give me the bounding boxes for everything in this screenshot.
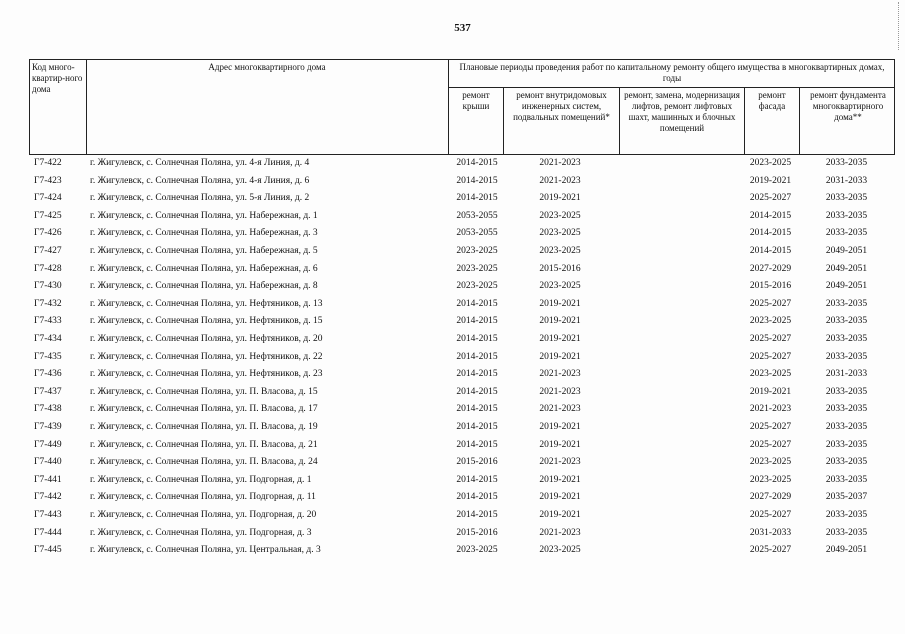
cell-roof: 2014-2015 <box>456 369 498 380</box>
cell-roof: 2014-2015 <box>456 474 498 485</box>
cell-facade: 2019-2021 <box>749 175 792 186</box>
cell-roof: 2014-2015 <box>456 334 498 344</box>
table-row <box>0 507 905 524</box>
cell-code: Г7-436 <box>34 369 62 380</box>
table-row <box>0 208 905 225</box>
cell-code: Г7-443 <box>34 510 62 520</box>
cell-systems: 2021-2023 <box>539 369 581 380</box>
cell-code: Г7-438 <box>34 404 62 415</box>
cell-code: Г7-425 <box>34 210 62 221</box>
cell-code: Г7-424 <box>34 193 62 204</box>
header-code: Код много-квартир-ного дома <box>32 62 83 94</box>
cell-roof: 2014-2015 <box>456 439 498 450</box>
cell-systems: 2021-2023 <box>539 404 581 415</box>
cell-address: г. Жигулевск, с. Солнечная Поляна, ул. Подгорная, д. 11 <box>90 492 316 503</box>
cell-systems: 2021-2023 <box>539 175 581 186</box>
cell-systems: 2023-2025 <box>539 228 581 239</box>
header-address: Адрес многоквартирного дома <box>208 62 326 72</box>
cell-facade: 2014-2015 <box>749 228 792 239</box>
page-number: 537 <box>454 22 471 34</box>
cell-address: г. Жигулевск, с. Солнечная Поляна, ул. 4-я Линия, д. 6 <box>90 175 310 186</box>
cell-foundation: 2033-2035 <box>825 474 868 485</box>
cell-foundation: 2033-2035 <box>825 316 868 327</box>
cell-systems: 2019-2021 <box>539 422 581 432</box>
cell-address: г. Жигулевск, с. Солнечная Поляна, ул. Набережная, д. 6 <box>90 263 318 274</box>
cell-foundation: 2031-2033 <box>825 369 868 380</box>
cell-address: г. Жигулевск, с. Солнечная Поляна, ул. Набережная, д. 5 <box>90 246 318 256</box>
table-row <box>0 243 905 260</box>
cell-systems: 2023-2025 <box>539 210 581 221</box>
cell-systems: 2015-2016 <box>539 263 581 274</box>
cell-code: Г7-422 <box>34 158 62 168</box>
cell-code: Г7-434 <box>34 334 62 344</box>
cell-address: г. Жигулевск, с. Солнечная Поляна, ул. Нефтяников, д. 15 <box>90 316 323 327</box>
cell-facade: 2014-2015 <box>749 246 792 256</box>
cell-systems: 2019-2021 <box>539 439 581 450</box>
table-row <box>0 437 905 454</box>
cell-facade: 2027-2029 <box>749 492 792 503</box>
cell-facade: 2027-2029 <box>749 263 792 274</box>
cell-foundation: 2033-2035 <box>825 193 868 204</box>
cell-address: г. Жигулевск, с. Солнечная Поляна, ул. Подгорная, д. 1 <box>90 474 312 485</box>
cell-address: г. Жигулевск, с. Солнечная Поляна, ул. П. Власова, д. 15 <box>90 386 318 397</box>
cell-address: г. Жигулевск, с. Солнечная Поляна, ул. П. Власова, д. 24 <box>90 457 318 468</box>
cell-roof: 2014-2015 <box>456 316 498 327</box>
table-row <box>0 366 905 383</box>
cell-address: г. Жигулевск, с. Солнечная Поляна, ул. Подгорная, д. 3 <box>90 527 312 538</box>
cell-facade: 2025-2027 <box>749 422 792 432</box>
cell-facade: 2023-2025 <box>749 474 792 485</box>
table-row <box>0 384 905 401</box>
cell-code: Г7-441 <box>34 474 62 485</box>
scan-artifact <box>888 2 899 50</box>
cell-foundation: 2033-2035 <box>825 334 868 344</box>
cell-systems: 2019-2021 <box>539 474 581 485</box>
cell-code: Г7-433 <box>34 316 62 327</box>
cell-foundation: 2049-2051 <box>825 281 868 292</box>
cell-systems: 2019-2021 <box>539 351 581 362</box>
cell-facade: 2025-2027 <box>749 334 792 344</box>
cell-foundation: 2033-2035 <box>825 210 868 221</box>
cell-facade: 2019-2021 <box>749 386 792 397</box>
cell-facade: 2023-2025 <box>749 316 792 327</box>
header-facade: ремонт фасада <box>758 90 786 111</box>
cell-systems: 2019-2021 <box>539 334 581 344</box>
cell-roof: 2023-2025 <box>456 246 498 256</box>
cell-systems: 2023-2025 <box>539 281 581 292</box>
cell-roof: 2015-2016 <box>456 527 498 538</box>
cell-systems: 2021-2023 <box>539 527 581 538</box>
cell-foundation: 2033-2035 <box>825 404 868 415</box>
cell-code: Г7-439 <box>34 422 62 432</box>
cell-foundation: 2033-2035 <box>825 386 868 397</box>
table-row <box>0 349 905 366</box>
cell-foundation: 2049-2051 <box>825 246 868 256</box>
cell-address: г. Жигулевск, с. Солнечная Поляна, ул. П. Власова, д. 21 <box>90 439 318 450</box>
cell-address: г. Жигулевск, с. Солнечная Поляна, ул. 5-я Линия, д. 2 <box>90 193 310 204</box>
table-row <box>0 419 905 436</box>
cell-roof: 2023-2025 <box>456 263 498 274</box>
cell-roof: 2023-2025 <box>456 545 498 556</box>
cell-systems: 2019-2021 <box>539 510 581 520</box>
cell-systems: 2019-2021 <box>539 193 581 204</box>
cell-facade: 2023-2025 <box>749 369 792 380</box>
table-row <box>0 261 905 278</box>
cell-roof: 2053-2055 <box>456 228 498 239</box>
cell-systems: 2021-2023 <box>539 457 581 468</box>
cell-roof: 2014-2015 <box>456 158 498 168</box>
cell-code: Г7-449 <box>34 439 62 450</box>
cell-foundation: 2031-2033 <box>825 175 868 186</box>
table-row <box>0 331 905 348</box>
cell-code: Г7-440 <box>34 457 62 468</box>
cell-roof: 2014-2015 <box>456 298 498 309</box>
cell-address: г. Жигулевск, с. Солнечная Поляна, ул. Набережная, д. 3 <box>90 228 318 239</box>
cell-code: Г7-444 <box>34 527 62 538</box>
cell-foundation: 2049-2051 <box>825 545 868 556</box>
cell-foundation: 2033-2035 <box>825 510 868 520</box>
cell-roof: 2014-2015 <box>456 386 498 397</box>
cell-facade: 2014-2015 <box>749 210 792 221</box>
cell-roof: 2014-2015 <box>456 422 498 432</box>
cell-address: г. Жигулевск, с. Солнечная Поляна, ул. Нефтяников, д. 13 <box>90 298 323 309</box>
table-row <box>0 296 905 313</box>
cell-code: Г7-435 <box>34 351 62 362</box>
cell-foundation: 2033-2035 <box>825 158 868 168</box>
header-systems: ремонт внутридомовых инженерных систем, подвальных помещений* <box>513 90 610 122</box>
cell-address: г. Жигулевск, с. Солнечная Поляна, ул. Центральная, д. 3 <box>90 545 321 556</box>
cell-facade: 2025-2027 <box>749 439 792 450</box>
table-row <box>0 489 905 506</box>
cell-roof: 2053-2055 <box>456 210 498 221</box>
cell-systems: 2019-2021 <box>539 316 581 327</box>
cell-code: Г7-437 <box>34 386 62 397</box>
cell-facade: 2025-2027 <box>749 351 792 362</box>
header-foundation: ремонт фундамента многоквартирного дома** <box>810 90 886 122</box>
cell-code: Г7-428 <box>34 263 62 274</box>
cell-address: г. Жигулевск, с. Солнечная Поляна, ул. Нефтяников, д. 23 <box>90 369 323 380</box>
cell-facade: 2025-2027 <box>749 298 792 309</box>
cell-roof: 2014-2015 <box>456 193 498 204</box>
cell-facade: 2015-2016 <box>749 281 792 292</box>
cell-foundation: 2035-2037 <box>825 492 868 503</box>
cell-systems: 2023-2025 <box>539 545 581 556</box>
cell-systems: 2023-2025 <box>539 246 581 256</box>
cell-foundation: 2033-2035 <box>825 298 868 309</box>
cell-roof: 2015-2016 <box>456 457 498 468</box>
cell-address: г. Жигулевск, с. Солнечная Поляна, ул. Нефтяников, д. 22 <box>90 351 323 362</box>
cell-address: г. Жигулевск, с. Солнечная Поляна, ул. Набережная, д. 1 <box>90 210 318 221</box>
cell-foundation: 2033-2035 <box>825 439 868 450</box>
cell-systems: 2019-2021 <box>539 492 581 503</box>
cell-address: г. Жигулевск, с. Солнечная Поляна, ул. Нефтяников, д. 20 <box>90 334 323 344</box>
cell-roof: 2014-2015 <box>456 510 498 520</box>
table-row <box>0 225 905 242</box>
cell-systems: 2021-2023 <box>539 386 581 397</box>
cell-code: Г7-432 <box>34 298 62 309</box>
cell-roof: 2014-2015 <box>456 351 498 362</box>
table-row <box>0 278 905 295</box>
cell-roof: 2023-2025 <box>456 281 498 292</box>
cell-address: г. Жигулевск, с. Солнечная Поляна, ул. П. Власова, д. 19 <box>90 422 318 432</box>
cell-systems: 2019-2021 <box>539 298 581 309</box>
table-row <box>0 313 905 330</box>
cell-facade: 2025-2027 <box>749 545 792 556</box>
cell-code: Г7-442 <box>34 492 62 503</box>
table-row <box>0 155 905 172</box>
header-lifts: ремонт, замена, модернизация лифтов, ремонт лифтовых шахт, машинных и блочных помещений <box>624 90 740 133</box>
cell-systems: 2021-2023 <box>539 158 581 168</box>
table-row <box>0 454 905 471</box>
cell-foundation: 2049-2051 <box>825 263 868 274</box>
cell-address: г. Жигулевск, с. Солнечная Поляна, ул. 4-я Линия, д. 4 <box>90 158 310 168</box>
cell-foundation: 2033-2035 <box>825 351 868 362</box>
cell-facade: 2021-2023 <box>749 404 792 415</box>
cell-code: Г7-430 <box>34 281 62 292</box>
cell-roof: 2014-2015 <box>456 404 498 415</box>
cell-facade: 2023-2025 <box>749 158 792 168</box>
cell-code: Г7-423 <box>34 175 62 186</box>
table-row <box>0 190 905 207</box>
header-roof: ремонт крыши <box>462 90 490 111</box>
cell-foundation: 2033-2035 <box>825 457 868 468</box>
cell-facade: 2025-2027 <box>749 510 792 520</box>
cell-facade: 2025-2027 <box>749 193 792 204</box>
cell-roof: 2014-2015 <box>456 492 498 503</box>
table-row <box>0 472 905 489</box>
cell-foundation: 2033-2035 <box>825 228 868 239</box>
cell-code: Г7-426 <box>34 228 62 239</box>
cell-foundation: 2033-2035 <box>825 422 868 432</box>
table-row <box>0 401 905 418</box>
cell-code: Г7-427 <box>34 246 62 256</box>
table-header <box>29 59 895 155</box>
table-row <box>0 173 905 190</box>
cell-facade: 2023-2025 <box>749 457 792 468</box>
cell-address: г. Жигулевск, с. Солнечная Поляна, ул. Подгорная, д. 20 <box>90 510 317 520</box>
header-periods: Плановые периоды проведения работ по капитальному ремонту общего имущества в многоквартирных домах, годы <box>459 62 885 83</box>
cell-roof: 2014-2015 <box>456 175 498 186</box>
cell-address: г. Жигулевск, с. Солнечная Поляна, ул. Набережная, д. 8 <box>90 281 318 292</box>
cell-facade: 2031-2033 <box>749 527 792 538</box>
cell-code: Г7-445 <box>34 545 62 556</box>
table-row <box>0 525 905 542</box>
table-row <box>0 542 905 559</box>
cell-foundation: 2033-2035 <box>825 527 868 538</box>
cell-address: г. Жигулевск, с. Солнечная Поляна, ул. П. Власова, д. 17 <box>90 404 318 415</box>
